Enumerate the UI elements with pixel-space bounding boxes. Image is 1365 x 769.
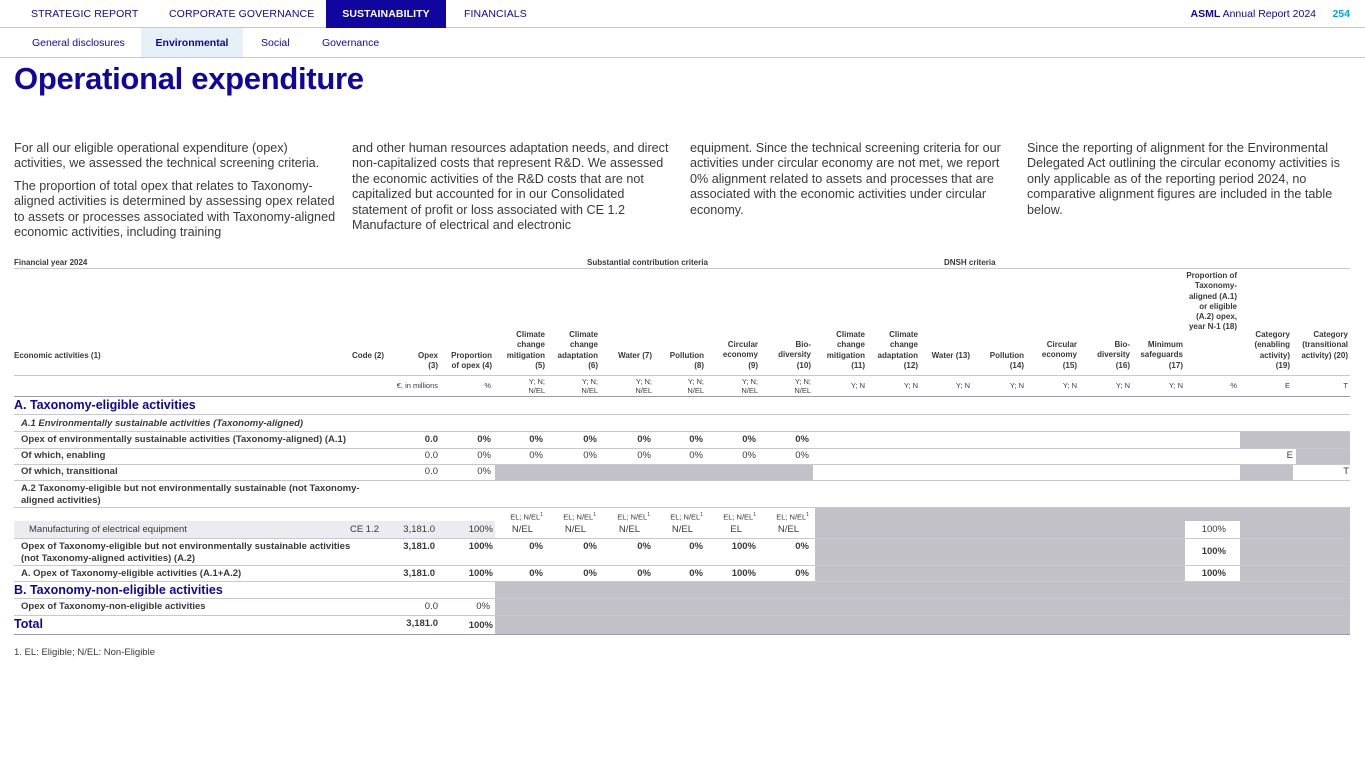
cell-c18: 100% (1201, 524, 1226, 535)
a1-row-label: Opex of environmentally sustainable activities (Taxonomy-aligned) (A.1) (21, 434, 347, 445)
cell-c7: N/EL (618, 524, 640, 535)
col-header-c14: Pollution (14) (989, 351, 1024, 371)
text-column-4 (1027, 141, 1351, 225)
cell-c6: 0% (583, 450, 597, 461)
section-navigation (0, 28, 1365, 58)
tab-corporate-governance[interactable]: CORPORATE GOVERNANCE (169, 8, 315, 20)
cell-c8: 0% (689, 450, 703, 461)
unit-e: E (1284, 381, 1290, 390)
col-header-activities: Economic activities (1) (14, 351, 101, 360)
top-navigation (0, 0, 1365, 28)
unit-yn: Y; N (903, 381, 918, 390)
a1-row-label: Of which, enabling (21, 450, 106, 461)
footnote-ref: 1 (806, 512, 809, 518)
cell-c5: 0% (529, 541, 543, 552)
cell-opex: 0.0 (424, 466, 438, 477)
divider (14, 615, 1350, 616)
brand-suffix: Annual Report 2024 (1222, 8, 1316, 20)
cell-c7: 0% (637, 568, 651, 579)
footnote-ref: 1 (647, 512, 650, 518)
unit-yn: Y; N (1062, 381, 1077, 390)
cell-c5: 0% (529, 450, 543, 461)
elnel-text: EL; N/EL (563, 512, 594, 522)
grey-block (495, 582, 1350, 634)
cell-opex: 0.0 (424, 434, 438, 445)
cell-c10: 0% (795, 541, 809, 552)
paragraph: The proportion of total opex that relates to Taxonomy-aligned activities is determined by assessing opex related to assets or processes associated with Taxonomy-aligned economic activities, including training (14, 178, 336, 240)
tab-sustainability[interactable]: SUSTAINABILITY (326, 0, 446, 28)
unit-ynel: Y; N; N/EL (687, 377, 704, 395)
cell-c6: 0% (583, 568, 597, 579)
divider (14, 448, 1350, 449)
a2-header: A.2 Taxonomy-eligible but not environmentally sustainable (not Taxonomy-aligned activities) (21, 483, 360, 506)
cell-c10: 0% (795, 434, 809, 445)
divider (14, 598, 1350, 599)
divider (14, 538, 1350, 539)
page-number: 254 (1332, 8, 1350, 20)
col-header-c11: Climate change mitigation (11) (826, 330, 865, 370)
cell-c18: 100% (1201, 546, 1226, 557)
cell-c5: 0% (529, 568, 543, 579)
brand-name: ASML (1190, 8, 1221, 20)
footnote-ref: 1 (700, 512, 703, 518)
footnote-ref: 1 (753, 512, 756, 518)
divider (14, 396, 1350, 397)
cell-opex: 3,181.0 (406, 618, 438, 629)
col-header-c13: Water (13) (931, 351, 970, 360)
elnel-text: EL; N/EL (776, 512, 807, 522)
subtab-environmental[interactable]: Environmental (141, 28, 243, 57)
cell-c19: E (1286, 450, 1293, 461)
grey-block (1240, 521, 1350, 581)
col-header-opex: Opex (3) (417, 351, 438, 371)
cell-opex: 3,181.0 (403, 568, 435, 579)
divider (14, 565, 1350, 566)
grey-cell (1240, 432, 1350, 448)
cell-c9: 0% (742, 434, 756, 445)
col-header-code (344, 351, 384, 361)
cell-c8: 0% (689, 541, 703, 552)
unit-yn: Y; N (1115, 381, 1130, 390)
elnel-text: EL; N/EL (670, 512, 701, 522)
cell-prop: 100% (468, 541, 493, 552)
col-header-c16: Bio-diversity (16) (1097, 340, 1130, 370)
col-header-c6: Climate change adaptation (6) (557, 330, 598, 370)
elnel-text: EL; N/EL (723, 512, 754, 522)
cell-prop: 100% (468, 568, 493, 579)
text-column-1 (14, 141, 338, 247)
unit-pct: % (484, 381, 491, 390)
col-header-c20: Category (transitional activity) (20) (1301, 330, 1348, 360)
cell-c8: N/EL (671, 524, 693, 535)
grey-cell (1240, 465, 1293, 480)
cell-opex: 3,181.0 (403, 541, 435, 552)
unit-elnel (500, 511, 543, 522)
cell-c9: EL (730, 524, 742, 535)
cell-c9: 0% (742, 450, 756, 461)
cell-prop: 0% (477, 450, 491, 461)
paragraph: and other human resources adaptation needs, and direct non-capitalized costs that represent R&D. We assessed the economic activities of the R&D costs that are not capitalized but accounted for in our Consolidated statement of profit or loss associated with CE 1.2 Manufacture of electrical and electronic (352, 141, 669, 233)
col-header-c18: Proportion of Taxonomy-aligned (A.1) or eligible (A.2) opex, year N-1 (18) (1186, 271, 1237, 332)
cell-prop: 100% (468, 620, 493, 631)
paragraph: For all our eligible operational expenditure (opex) activities, we assessed the technical screening criteria. (14, 141, 320, 171)
paragraph: equipment. Since the technical screening criteria for our activities under circular economy are not met, we report 0% alignment related to assets and processes that are associated with the economic activities under circular economy. (690, 141, 1001, 217)
tab-financials[interactable]: FINANCIALS (464, 8, 527, 20)
unit-t: T (1343, 381, 1348, 390)
cell-c6: N/EL (564, 524, 586, 535)
b-row-label: Opex of Taxonomy-non-eligible activities (21, 601, 206, 612)
cell-c9: 100% (731, 568, 756, 579)
col-header-proportion: Proportion of opex (4) (451, 351, 492, 371)
divider (14, 414, 1350, 415)
unit-elnel (607, 511, 650, 522)
footnote-ref: 1 (540, 512, 543, 518)
unit-ynel: Y; N; N/EL (581, 377, 598, 395)
unit-ynel: Y; N; N/EL (528, 377, 545, 395)
paragraph: Since the reporting of alignment for the Environmental Delegated Act outlining the circular economy activities is only applicable as of the reporting period 2024, no comparative alignment figures are included in the table below. (1027, 141, 1340, 217)
divider (14, 431, 1350, 432)
unit-yn: Y; N (1168, 381, 1183, 390)
grey-cell (815, 508, 1350, 521)
section-a-title: A. Taxonomy-eligible activities (14, 398, 196, 412)
col-header-c15: Circular economy (15) (1041, 340, 1077, 370)
unit-elnel (660, 511, 703, 522)
unit-ynel: Y; N; N/EL (635, 377, 652, 395)
col-header-c5: Climate change mitigation (5) (506, 330, 545, 370)
text-column-3 (690, 141, 1014, 225)
a2-row-label: Opex of Taxonomy-eligible but not environmentally sustainable activities (not Taxonomy-aligned activities) (A.2) (21, 541, 351, 564)
cell-c6: 0% (583, 541, 597, 552)
subtab-general-disclosures[interactable]: General disclosures (32, 37, 125, 49)
subtab-governance[interactable]: Governance (322, 37, 380, 49)
tab-strategic-report[interactable]: STRATEGIC REPORT (31, 8, 139, 20)
cell-prop: 0% (476, 601, 490, 612)
elnel-text: EL; N/EL (510, 512, 541, 522)
col-header-c7: Water (7) (618, 351, 652, 360)
financial-year-header: Financial year 2024 (14, 258, 88, 267)
footnote-ref: 1 (593, 512, 596, 518)
unit-elnel (766, 511, 809, 522)
cell-c5: N/EL (511, 524, 533, 535)
elnel-text: EL; N/EL (617, 512, 648, 522)
unit-yn: Y; N (1009, 381, 1024, 390)
unit-opex: €, in millions (396, 381, 438, 390)
col-header-c12: Climate change adaptation (12) (877, 330, 918, 370)
col-header-c9: Circular economy (9) (722, 340, 758, 370)
cell-c10: 0% (795, 450, 809, 461)
dnsh-criteria-header: DNSH criteria (944, 258, 996, 267)
a1-header: A.1 Environmentally sustainable activities (Taxonomy-aligned) (21, 418, 304, 429)
text-column-2 (352, 141, 676, 240)
divider (14, 375, 1350, 376)
col-header-c10: Bio-diversity (10) (778, 340, 811, 370)
col-header-c8: Pollution (8) (669, 351, 704, 371)
page-title: Operational expenditure (14, 61, 364, 96)
subtab-social[interactable]: Social (261, 37, 290, 49)
a1-row-label: Of which, transitional (21, 466, 118, 477)
a2-row-label: Manufacturing of electrical equipment (29, 524, 187, 535)
report-brand (1191, 0, 1317, 28)
unit-elnel (713, 511, 756, 522)
unit-yn: Y; N (850, 381, 865, 390)
grey-cell (1296, 449, 1350, 464)
cell-c5: 0% (529, 434, 543, 445)
header-text: Code (2) (352, 351, 384, 360)
cell-c10: N/EL (777, 524, 799, 535)
cell-c7: 0% (637, 434, 651, 445)
section-b-title: B. Taxonomy-non-eligible activities (14, 583, 223, 597)
cell-prop: 100% (468, 524, 493, 535)
cell-opex: 3,181.0 (403, 524, 435, 535)
substantial-criteria-header: Substantial contribution criteria (587, 258, 708, 267)
grey-cell (495, 465, 813, 480)
cell-c10: 0% (795, 568, 809, 579)
unit-yn: Y; N (955, 381, 970, 390)
a-total-label: A. Opex of Taxonomy-eligible activities (A.1+A.2) (21, 568, 242, 579)
cell-c6: 0% (583, 434, 597, 445)
cell-c8: 0% (689, 434, 703, 445)
cell-c18: 100% (1201, 568, 1226, 579)
divider (14, 480, 1350, 481)
cell-prop: 0% (477, 466, 491, 477)
cell-opex: 0.0 (424, 601, 438, 612)
cell-c7: 0% (637, 450, 651, 461)
cell-c20: T (1343, 466, 1349, 477)
cell-c7: 0% (637, 541, 651, 552)
cell-c8: 0% (689, 568, 703, 579)
col-header-c17: Minimum safeguards (17) (1140, 340, 1183, 370)
total-label: Total (14, 617, 43, 631)
unit-pct: % (1230, 381, 1237, 390)
cell-opex: 0.0 (424, 450, 438, 461)
cell-code: CE 1.2 (349, 524, 379, 535)
cell-c9: 100% (731, 541, 756, 552)
unit-ynel: Y; N; N/EL (794, 377, 811, 395)
footnote: 1. EL: Eligible; N/EL: Non-Eligible (14, 647, 155, 658)
grey-block (815, 521, 1185, 581)
cell-prop: 0% (477, 434, 491, 445)
col-header-c19: Category (enabling activity) (19) (1254, 330, 1290, 370)
divider (14, 634, 1350, 635)
divider (14, 268, 1350, 269)
unit-ynel: Y; N; N/EL (741, 377, 758, 395)
unit-elnel (553, 511, 596, 522)
